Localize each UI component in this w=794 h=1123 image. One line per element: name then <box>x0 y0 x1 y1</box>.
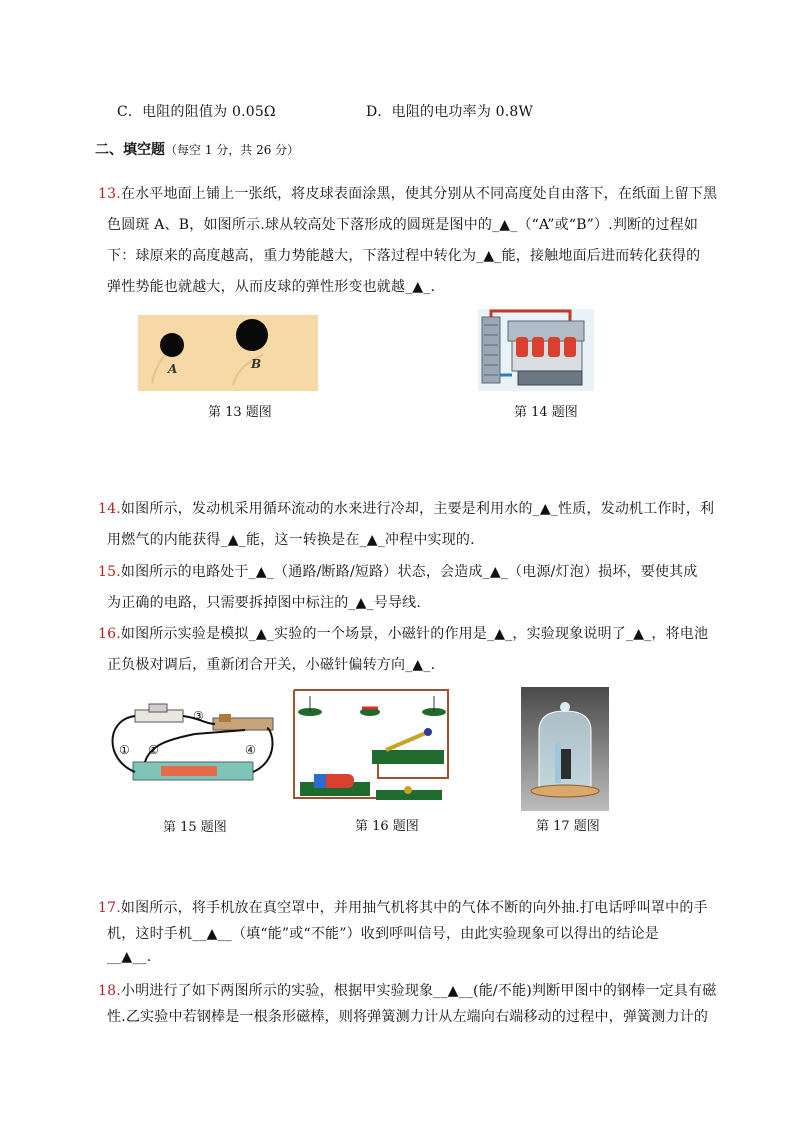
figure-16-caption: 第 16 题图 <box>355 819 419 834</box>
option-c: C．电阻的阻值为 0.05Ω <box>117 104 276 120</box>
question-15-line-1 <box>98 561 698 581</box>
question-18-line-2: 性.乙实验中若钢棒是一根条形磁棒，则将弹簧测力计从左端向右端移动的过程中，弹簧测力计的 <box>107 1009 709 1025</box>
section-title-text: 二、填空题 <box>95 142 165 158</box>
question-16-line-1 <box>98 623 708 643</box>
question-17-line-2: 机，这时手机__▲__（填“能”或“不能”）收到呼叫信号，由此实验现象可以得出的结论是 <box>107 926 659 942</box>
figure-14-image <box>478 309 594 391</box>
section-note: （每空 1 分，共 26 分） <box>165 143 300 157</box>
question-14-line-2: 用燃气的内能获得_▲_能，这一转换是在_▲_冲程中实现的. <box>107 532 475 548</box>
figure-17-image <box>521 687 609 811</box>
question-16-number: 16. <box>98 626 121 642</box>
question-17-number: 17. <box>98 900 121 916</box>
wire-mark-3: ③ <box>193 709 204 723</box>
figure-17-caption: 第 17 题图 <box>536 819 600 834</box>
question-18-text-1: 小明进行了如下两图所示的实验，根据甲实验现象__▲__(能/不能)判断甲图中的钢棒一定具有磁 <box>120 983 717 999</box>
question-18-number: 18. <box>98 983 121 999</box>
figure-13-caption: 第 13 题图 <box>208 405 272 420</box>
question-14-number: 14. <box>98 501 121 517</box>
question-18-line-1 <box>98 980 716 1000</box>
spot-b-label: B <box>251 357 262 371</box>
figure-15-caption: 第 15 题图 <box>163 820 227 835</box>
question-17-text-1: 如图所示，将手机放在真空罩中，并用抽气机将其中的气体不断的向外抽.打电话呼叫罩中的手 <box>120 900 708 916</box>
section-title <box>95 139 299 159</box>
question-17-line-1 <box>98 897 708 917</box>
spot-a-label: A <box>168 362 178 376</box>
question-14-line-1 <box>98 498 714 518</box>
figure-13-image <box>138 315 318 391</box>
question-16-text-1: 如图所示实验是模拟_▲_实验的一个场景，小磁针的作用是_▲_，实验现象说明了_▲_，将电池 <box>120 626 709 642</box>
question-17-line-3: __▲__. <box>107 949 152 965</box>
spot-a <box>160 333 184 357</box>
question-13-line-3: 下：球原来的高度越高，重力势能越大，下落过程中转化为_▲_能，接触地面后进而转化获得的 <box>107 248 701 264</box>
question-13-line-1 <box>98 183 717 203</box>
wire-mark-1: ① <box>119 743 130 757</box>
figure-14-caption: 第 14 题图 <box>514 405 578 420</box>
wire-mark-2: ② <box>148 743 159 757</box>
wire-mark-4: ④ <box>245 743 256 757</box>
figure-15-image <box>105 700 275 794</box>
question-13-line-4: 弹性势能也就越大，从而皮球的弹性形变也就越_▲_. <box>107 279 436 295</box>
question-15-text-1: 如图所示的电路处于_▲_（通路/断路/短路）状态，会造成_▲_（电源/灯泡）损坏，要使其成 <box>120 564 698 580</box>
question-16-line-2: 正负极对调后，重新闭合开关，小磁针偏转方向_▲_. <box>107 657 436 673</box>
option-d: D．电阻的电功率为 0.8W <box>366 104 534 120</box>
spot-b <box>236 319 268 351</box>
question-13-text-1: 在水平地面上铺上一张纸，将皮球表面涂黑，使其分别从不同高度处自由落下，在纸面上留下黑 <box>120 186 718 202</box>
figure-16-image <box>290 686 452 806</box>
question-13-line-2: 色圆斑 A、B，如图所示.球从较高处下落形成的圆斑是图中的_▲_（“A”或“B”）.判断的过程如 <box>107 217 699 233</box>
question-14-text-1: 如图所示，发动机采用循环流动的水来进行冷却，主要是利用水的_▲_性质，发动机工作时，利 <box>120 501 715 517</box>
question-13-number: 13. <box>98 186 121 202</box>
question-15-number: 15. <box>98 564 121 580</box>
question-15-line-2: 为正确的电路，只需要拆掉图中标注的_▲_号导线. <box>107 595 422 611</box>
